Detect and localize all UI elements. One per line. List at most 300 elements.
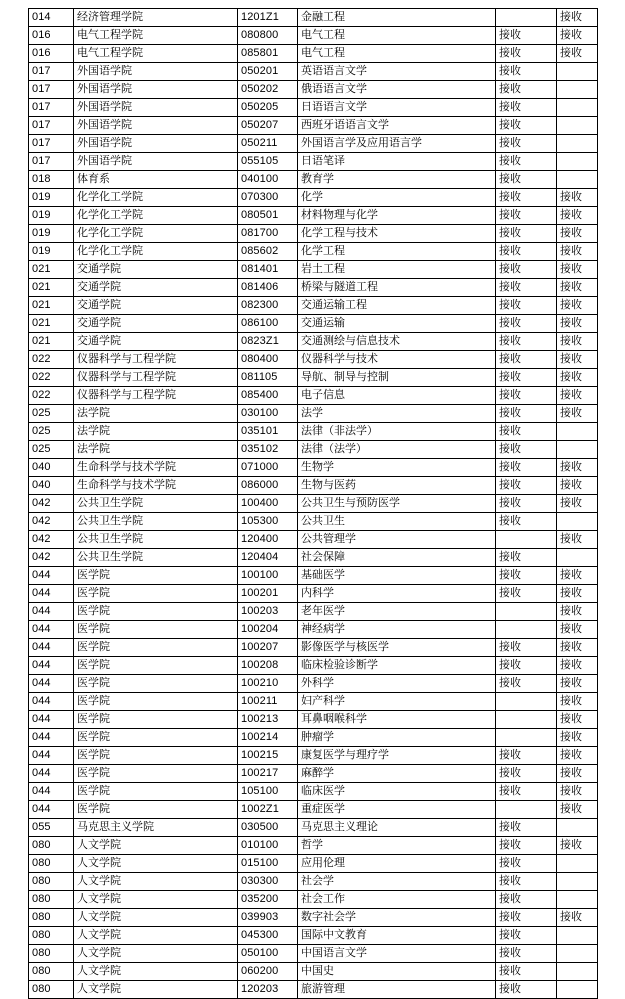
- table-row: [29, 963, 598, 981]
- cell-major-name: 生物学: [298, 459, 496, 477]
- cell-college-name: 医学院: [74, 693, 238, 711]
- cell-department-code: 080: [29, 873, 74, 891]
- table-row: [29, 63, 598, 81]
- table-row: [29, 351, 598, 369]
- cell-department-code: 044: [29, 693, 74, 711]
- cell-college-name: 法学院: [74, 423, 238, 441]
- cell-college-name: 外国语学院: [74, 81, 238, 99]
- cell-major-code: 030100: [238, 405, 298, 423]
- cell-academic-accept: 接收: [496, 297, 557, 315]
- cell-major-code: 040100: [238, 171, 298, 189]
- cell-professional-accept: [557, 963, 598, 981]
- table-row: [29, 207, 598, 225]
- table-row: [29, 711, 598, 729]
- cell-department-code: 044: [29, 657, 74, 675]
- cell-major-name: 数字社会学: [298, 909, 496, 927]
- cell-professional-accept: [557, 855, 598, 873]
- cell-professional-accept: 接收: [557, 225, 598, 243]
- cell-major-code: 060200: [238, 963, 298, 981]
- cell-major-name: 法律（法学）: [298, 441, 496, 459]
- table-row: [29, 513, 598, 531]
- table-row: [29, 801, 598, 819]
- cell-professional-accept: [557, 891, 598, 909]
- cell-department-code: 021: [29, 261, 74, 279]
- cell-department-code: 044: [29, 783, 74, 801]
- cell-major-code: 010100: [238, 837, 298, 855]
- cell-major-code: 030500: [238, 819, 298, 837]
- cell-major-name: 外科学: [298, 675, 496, 693]
- cell-major-code: 050211: [238, 135, 298, 153]
- cell-academic-accept: 接收: [496, 927, 557, 945]
- cell-professional-accept: 接收: [557, 387, 598, 405]
- cell-major-name: 社会学: [298, 873, 496, 891]
- cell-major-code: 081401: [238, 261, 298, 279]
- table-row: [29, 261, 598, 279]
- cell-professional-accept: 接收: [557, 801, 598, 819]
- cell-department-code: 042: [29, 513, 74, 531]
- cell-professional-accept: 接收: [557, 261, 598, 279]
- cell-major-name: 电气工程: [298, 45, 496, 63]
- cell-college-name: 交通学院: [74, 297, 238, 315]
- cell-academic-accept: [496, 603, 557, 621]
- cell-major-name: 耳鼻咽喉科学: [298, 711, 496, 729]
- cell-major-code: 100217: [238, 765, 298, 783]
- cell-major-name: 影像医学与核医学: [298, 639, 496, 657]
- cell-major-code: 081700: [238, 225, 298, 243]
- cell-professional-accept: 接收: [557, 405, 598, 423]
- table-row: [29, 855, 598, 873]
- cell-college-name: 公共卫生学院: [74, 513, 238, 531]
- cell-academic-accept: 接收: [496, 423, 557, 441]
- cell-major-code: 081105: [238, 369, 298, 387]
- cell-major-code: 081406: [238, 279, 298, 297]
- cell-major-code: 080800: [238, 27, 298, 45]
- cell-professional-accept: [557, 873, 598, 891]
- cell-department-code: 017: [29, 81, 74, 99]
- table-row: [29, 9, 598, 27]
- cell-professional-accept: [557, 117, 598, 135]
- table-row: [29, 693, 598, 711]
- cell-department-code: 055: [29, 819, 74, 837]
- cell-professional-accept: [557, 171, 598, 189]
- cell-major-name: 公共管理学: [298, 531, 496, 549]
- cell-academic-accept: 接收: [496, 279, 557, 297]
- cell-academic-accept: 接收: [496, 891, 557, 909]
- cell-major-code: 071000: [238, 459, 298, 477]
- table-row: [29, 297, 598, 315]
- cell-professional-accept: [557, 153, 598, 171]
- cell-college-name: 人文学院: [74, 945, 238, 963]
- cell-major-code: 100215: [238, 747, 298, 765]
- cell-major-name: 旅游管理: [298, 981, 496, 999]
- cell-academic-accept: [496, 801, 557, 819]
- cell-department-code: 044: [29, 585, 74, 603]
- cell-major-code: 100213: [238, 711, 298, 729]
- cell-college-name: 医学院: [74, 783, 238, 801]
- cell-college-name: 经济管理学院: [74, 9, 238, 27]
- cell-academic-accept: [496, 711, 557, 729]
- cell-college-name: 医学院: [74, 657, 238, 675]
- table-row: [29, 585, 598, 603]
- cell-college-name: 医学院: [74, 567, 238, 585]
- cell-college-name: 人文学院: [74, 909, 238, 927]
- cell-college-name: 医学院: [74, 711, 238, 729]
- cell-department-code: 025: [29, 423, 74, 441]
- table-row: [29, 927, 598, 945]
- cell-department-code: 019: [29, 243, 74, 261]
- cell-major-name: 中国语言文学: [298, 945, 496, 963]
- cell-college-name: 医学院: [74, 765, 238, 783]
- cell-professional-accept: 接收: [557, 675, 598, 693]
- cell-academic-accept: 接收: [496, 495, 557, 513]
- cell-major-name: 应用伦理: [298, 855, 496, 873]
- cell-college-name: 化学化工学院: [74, 243, 238, 261]
- table-row: [29, 819, 598, 837]
- cell-major-name: 电子信息: [298, 387, 496, 405]
- admissions-table: [28, 8, 598, 999]
- cell-major-code: 105100: [238, 783, 298, 801]
- table-row: [29, 117, 598, 135]
- cell-college-name: 交通学院: [74, 315, 238, 333]
- cell-academic-accept: 接收: [496, 225, 557, 243]
- table-row: [29, 909, 598, 927]
- cell-department-code: 044: [29, 621, 74, 639]
- cell-academic-accept: 接收: [496, 441, 557, 459]
- cell-major-name: 交通运输工程: [298, 297, 496, 315]
- cell-academic-accept: 接收: [496, 675, 557, 693]
- cell-college-name: 生命科学与技术学院: [74, 459, 238, 477]
- cell-college-name: 交通学院: [74, 279, 238, 297]
- cell-major-code: 015100: [238, 855, 298, 873]
- cell-department-code: 044: [29, 567, 74, 585]
- cell-professional-accept: 接收: [557, 765, 598, 783]
- cell-academic-accept: 接收: [496, 243, 557, 261]
- cell-department-code: 044: [29, 801, 74, 819]
- table-body: [29, 9, 598, 999]
- cell-college-name: 医学院: [74, 639, 238, 657]
- cell-major-code: 039903: [238, 909, 298, 927]
- table-row: [29, 639, 598, 657]
- cell-department-code: 044: [29, 747, 74, 765]
- table-row: [29, 171, 598, 189]
- cell-major-name: 内科学: [298, 585, 496, 603]
- cell-major-code: 100201: [238, 585, 298, 603]
- cell-major-code: 105300: [238, 513, 298, 531]
- cell-professional-accept: [557, 819, 598, 837]
- cell-major-name: 法律（非法学）: [298, 423, 496, 441]
- cell-major-name: 教育学: [298, 171, 496, 189]
- cell-department-code: 018: [29, 171, 74, 189]
- table-row: [29, 369, 598, 387]
- table-row: [29, 765, 598, 783]
- cell-department-code: 017: [29, 135, 74, 153]
- cell-major-code: 120203: [238, 981, 298, 999]
- cell-academic-accept: 接收: [496, 837, 557, 855]
- cell-major-name: 电气工程: [298, 27, 496, 45]
- cell-professional-accept: 接收: [557, 837, 598, 855]
- cell-major-name: 材料物理与化学: [298, 207, 496, 225]
- cell-academic-accept: 接收: [496, 117, 557, 135]
- cell-academic-accept: 接收: [496, 909, 557, 927]
- cell-major-name: 基础医学: [298, 567, 496, 585]
- cell-professional-accept: [557, 513, 598, 531]
- cell-college-name: 电气工程学院: [74, 45, 238, 63]
- cell-department-code: 021: [29, 333, 74, 351]
- cell-academic-accept: [496, 531, 557, 549]
- table-row: [29, 873, 598, 891]
- cell-department-code: 044: [29, 603, 74, 621]
- cell-college-name: 化学化工学院: [74, 189, 238, 207]
- cell-professional-accept: 接收: [557, 243, 598, 261]
- table-row: [29, 45, 598, 63]
- cell-major-name: 临床检验诊断学: [298, 657, 496, 675]
- cell-department-code: 080: [29, 891, 74, 909]
- cell-college-name: 化学化工学院: [74, 207, 238, 225]
- cell-major-name: 哲学: [298, 837, 496, 855]
- cell-college-name: 人文学院: [74, 873, 238, 891]
- table-row: [29, 387, 598, 405]
- cell-academic-accept: 接收: [496, 27, 557, 45]
- cell-major-code: 100203: [238, 603, 298, 621]
- cell-college-name: 仪器科学与工程学院: [74, 387, 238, 405]
- cell-major-name: 妇产科学: [298, 693, 496, 711]
- cell-college-name: 仪器科学与工程学院: [74, 369, 238, 387]
- cell-major-code: 030300: [238, 873, 298, 891]
- cell-college-name: 法学院: [74, 405, 238, 423]
- cell-academic-accept: 接收: [496, 855, 557, 873]
- cell-department-code: 016: [29, 45, 74, 63]
- cell-department-code: 044: [29, 675, 74, 693]
- cell-college-name: 法学院: [74, 441, 238, 459]
- cell-professional-accept: 接收: [557, 9, 598, 27]
- cell-professional-accept: 接收: [557, 495, 598, 513]
- cell-department-code: 080: [29, 837, 74, 855]
- cell-department-code: 080: [29, 855, 74, 873]
- cell-academic-accept: 接收: [496, 81, 557, 99]
- cell-college-name: 交通学院: [74, 261, 238, 279]
- cell-major-code: 050207: [238, 117, 298, 135]
- cell-department-code: 040: [29, 477, 74, 495]
- table-row: [29, 315, 598, 333]
- cell-academic-accept: 接收: [496, 405, 557, 423]
- table-row: [29, 189, 598, 207]
- cell-professional-accept: [557, 981, 598, 999]
- cell-department-code: 025: [29, 405, 74, 423]
- cell-major-code: 100204: [238, 621, 298, 639]
- cell-professional-accept: 接收: [557, 747, 598, 765]
- cell-major-name: 生物与医药: [298, 477, 496, 495]
- cell-academic-accept: 接收: [496, 261, 557, 279]
- cell-college-name: 医学院: [74, 585, 238, 603]
- cell-department-code: 044: [29, 765, 74, 783]
- cell-major-name: 导航、制导与控制: [298, 369, 496, 387]
- cell-major-name: 交通测绘与信息技术: [298, 333, 496, 351]
- cell-major-code: 082300: [238, 297, 298, 315]
- cell-academic-accept: 接收: [496, 171, 557, 189]
- cell-professional-accept: 接收: [557, 657, 598, 675]
- cell-professional-accept: 接收: [557, 711, 598, 729]
- cell-major-code: 100100: [238, 567, 298, 585]
- cell-major-name: 康复医学与理疗学: [298, 747, 496, 765]
- cell-college-name: 医学院: [74, 729, 238, 747]
- cell-department-code: 040: [29, 459, 74, 477]
- cell-academic-accept: 接收: [496, 315, 557, 333]
- cell-college-name: 外国语学院: [74, 153, 238, 171]
- cell-professional-accept: 接收: [557, 909, 598, 927]
- cell-professional-accept: [557, 63, 598, 81]
- table-row: [29, 225, 598, 243]
- cell-college-name: 医学院: [74, 675, 238, 693]
- cell-major-name: 化学工程: [298, 243, 496, 261]
- cell-professional-accept: 接收: [557, 621, 598, 639]
- cell-academic-accept: 接收: [496, 945, 557, 963]
- cell-major-code: 100211: [238, 693, 298, 711]
- cell-department-code: 080: [29, 909, 74, 927]
- cell-professional-accept: 接收: [557, 531, 598, 549]
- cell-academic-accept: 接收: [496, 45, 557, 63]
- cell-academic-accept: [496, 729, 557, 747]
- cell-department-code: 019: [29, 207, 74, 225]
- cell-academic-accept: 接收: [496, 63, 557, 81]
- cell-major-code: 080400: [238, 351, 298, 369]
- cell-major-name: 化学工程与技术: [298, 225, 496, 243]
- cell-professional-accept: 接收: [557, 207, 598, 225]
- cell-professional-accept: [557, 945, 598, 963]
- cell-major-code: 085400: [238, 387, 298, 405]
- cell-college-name: 医学院: [74, 747, 238, 765]
- cell-college-name: 医学院: [74, 801, 238, 819]
- cell-major-name: 公共卫生: [298, 513, 496, 531]
- cell-major-code: 100207: [238, 639, 298, 657]
- cell-professional-accept: 接收: [557, 279, 598, 297]
- cell-department-code: 021: [29, 279, 74, 297]
- cell-major-code: 055105: [238, 153, 298, 171]
- cell-professional-accept: 接收: [557, 459, 598, 477]
- cell-academic-accept: 接收: [496, 873, 557, 891]
- cell-major-name: 仪器科学与技术: [298, 351, 496, 369]
- cell-major-name: 临床医学: [298, 783, 496, 801]
- cell-department-code: 022: [29, 351, 74, 369]
- cell-major-code: 035101: [238, 423, 298, 441]
- cell-professional-accept: 接收: [557, 297, 598, 315]
- cell-department-code: 017: [29, 63, 74, 81]
- cell-professional-accept: [557, 135, 598, 153]
- cell-department-code: 044: [29, 639, 74, 657]
- cell-professional-accept: 接收: [557, 315, 598, 333]
- cell-academic-accept: 接收: [496, 657, 557, 675]
- cell-major-name: 英语语言文学: [298, 63, 496, 81]
- cell-academic-accept: 接收: [496, 765, 557, 783]
- cell-department-code: 042: [29, 495, 74, 513]
- table-row: [29, 675, 598, 693]
- cell-major-name: 日语语言文学: [298, 99, 496, 117]
- cell-professional-accept: 接收: [557, 351, 598, 369]
- cell-department-code: 080: [29, 981, 74, 999]
- cell-professional-accept: [557, 423, 598, 441]
- cell-professional-accept: [557, 81, 598, 99]
- cell-professional-accept: [557, 99, 598, 117]
- cell-department-code: 017: [29, 153, 74, 171]
- cell-major-code: 035102: [238, 441, 298, 459]
- cell-academic-accept: 接收: [496, 189, 557, 207]
- cell-academic-accept: 接收: [496, 153, 557, 171]
- cell-college-name: 医学院: [74, 603, 238, 621]
- table-row: [29, 531, 598, 549]
- cell-major-name: 法学: [298, 405, 496, 423]
- cell-academic-accept: 接收: [496, 783, 557, 801]
- cell-major-code: 050205: [238, 99, 298, 117]
- cell-professional-accept: 接收: [557, 333, 598, 351]
- table-row: [29, 837, 598, 855]
- cell-department-code: 019: [29, 189, 74, 207]
- cell-major-code: 1002Z1: [238, 801, 298, 819]
- cell-major-name: 西班牙语语言文学: [298, 117, 496, 135]
- table-row: [29, 891, 598, 909]
- cell-major-code: 100208: [238, 657, 298, 675]
- table-row: [29, 405, 598, 423]
- cell-major-name: 社会工作: [298, 891, 496, 909]
- cell-professional-accept: 接收: [557, 639, 598, 657]
- table-row: [29, 153, 598, 171]
- cell-academic-accept: 接收: [496, 369, 557, 387]
- cell-department-code: 044: [29, 711, 74, 729]
- table-row: [29, 657, 598, 675]
- cell-major-name: 俄语语言文学: [298, 81, 496, 99]
- table-row: [29, 333, 598, 351]
- cell-academic-accept: 接收: [496, 639, 557, 657]
- table-row: [29, 567, 598, 585]
- cell-professional-accept: 接收: [557, 567, 598, 585]
- cell-major-code: 120400: [238, 531, 298, 549]
- table-row: [29, 945, 598, 963]
- cell-academic-accept: 接收: [496, 963, 557, 981]
- cell-department-code: 042: [29, 531, 74, 549]
- cell-department-code: 044: [29, 729, 74, 747]
- table-row: [29, 549, 598, 567]
- cell-college-name: 外国语学院: [74, 117, 238, 135]
- cell-major-name: 交通运输: [298, 315, 496, 333]
- cell-professional-accept: 接收: [557, 603, 598, 621]
- cell-major-code: 086000: [238, 477, 298, 495]
- cell-college-name: 人文学院: [74, 855, 238, 873]
- cell-college-name: 仪器科学与工程学院: [74, 351, 238, 369]
- cell-professional-accept: 接收: [557, 45, 598, 63]
- cell-department-code: 080: [29, 963, 74, 981]
- table-row: [29, 243, 598, 261]
- cell-academic-accept: 接收: [496, 549, 557, 567]
- cell-department-code: 042: [29, 549, 74, 567]
- cell-department-code: 016: [29, 27, 74, 45]
- table-row: [29, 603, 598, 621]
- cell-college-name: 外国语学院: [74, 99, 238, 117]
- cell-college-name: 生命科学与技术学院: [74, 477, 238, 495]
- cell-major-code: 080501: [238, 207, 298, 225]
- cell-professional-accept: [557, 549, 598, 567]
- cell-college-name: 外国语学院: [74, 63, 238, 81]
- cell-college-name: 外国语学院: [74, 135, 238, 153]
- cell-major-code: 035200: [238, 891, 298, 909]
- table-row: [29, 747, 598, 765]
- cell-academic-accept: 接收: [496, 567, 557, 585]
- cell-academic-accept: 接收: [496, 135, 557, 153]
- cell-department-code: 014: [29, 9, 74, 27]
- cell-college-name: 人文学院: [74, 837, 238, 855]
- cell-professional-accept: 接收: [557, 783, 598, 801]
- cell-college-name: 体育系: [74, 171, 238, 189]
- cell-major-name: 公共卫生与预防医学: [298, 495, 496, 513]
- cell-major-code: 0823Z1: [238, 333, 298, 351]
- cell-major-name: 化学: [298, 189, 496, 207]
